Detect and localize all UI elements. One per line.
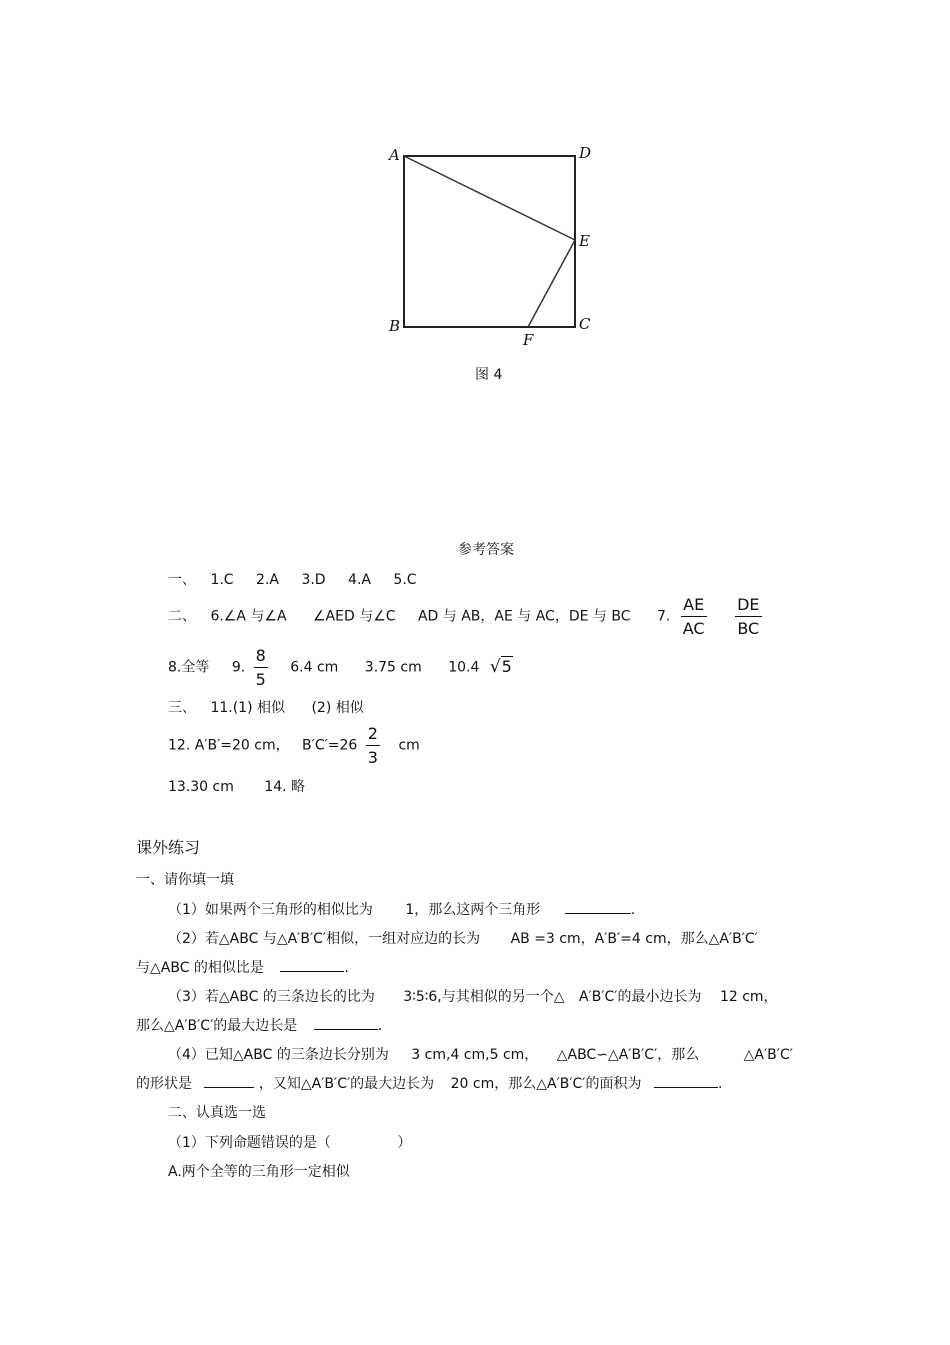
radical-icon: √ (489, 656, 501, 677)
part2-number: 二、 (168, 608, 196, 625)
question-4-text-g: 20 cm，那么△A′B′C′的面积为 (450, 1076, 642, 1092)
answer-9b: 6.4 cm (290, 659, 339, 676)
question-2-text: （2）若△ABC 与△A′B′C′相似，一组对应边的长为 (168, 931, 481, 947)
question-1-text-b: 1，那么这两个三角形 (405, 902, 541, 918)
question-3-line2 (136, 1015, 382, 1035)
choice-question-1-text: （1）下列命题错误的是（ (168, 1135, 331, 1151)
answers-part3-line1 (168, 697, 364, 717)
square-root (490, 657, 513, 676)
period: . (717, 1076, 723, 1092)
answers-part3-line2 (168, 724, 420, 767)
radicand: 5 (501, 656, 512, 676)
answer-11a: 11.(1) 相似 (210, 700, 285, 716)
answer-blank[interactable] (654, 1075, 718, 1088)
answer-blank[interactable] (314, 1017, 378, 1030)
part1-number: 一、 (168, 572, 196, 588)
answer-12a: 12. A′B′=20 cm， (168, 737, 290, 754)
segment-ae (404, 156, 575, 240)
question-4 (168, 1044, 793, 1064)
answer-6b: ∠AED 与∠C (312, 608, 396, 625)
period: . (377, 1018, 383, 1034)
question-3-text-e: 那么△A′B′C′的最大边长是 (136, 1018, 298, 1034)
question-3-text: （3）若△ABC 的三条边长的比为 (168, 989, 375, 1005)
fraction-numerator: 8 (254, 646, 268, 668)
section-fill-in: 一、请你填一填 (136, 872, 234, 888)
fraction-ae-ac (681, 595, 707, 638)
exercise-title: 课外练习 (136, 838, 201, 857)
answer-blank[interactable] (204, 1075, 254, 1088)
figure-caption: 图 4 (475, 367, 503, 383)
fraction-denominator: AC (682, 619, 705, 639)
square-abcd (404, 156, 575, 327)
answer-13: 13.30 cm (168, 779, 234, 795)
question-2-line2 (136, 957, 349, 977)
segment-ef (528, 240, 575, 327)
question-2-text-b: AB =3 cm，A′B′=4 cm，那么△A′B′C′ (510, 931, 758, 947)
answers-title: 参考答案 (458, 542, 514, 558)
choice-question-1-close: ） (397, 1135, 412, 1151)
geometry-figure (380, 138, 610, 358)
question-3-text-c: A′B′C′的最小边长为 (578, 989, 702, 1005)
fraction-denominator: 3 (367, 748, 378, 768)
part3-number: 三、 (168, 700, 196, 716)
answer-6a: 6.∠A 与∠A (210, 608, 287, 625)
fraction-de-bc (735, 595, 761, 638)
question-1-text: （1）如果两个三角形的相似比为 (168, 902, 373, 918)
fraction-2-3 (366, 724, 380, 767)
answer-11b: (2) 相似 (311, 700, 364, 716)
question-2-text-c: 与△ABC 的相似比是 (136, 960, 264, 976)
answer-12c: cm (398, 737, 420, 754)
answer-14: 14. 略 (264, 779, 306, 795)
point-label-b: B (389, 317, 401, 335)
answer-5: 5.C (393, 572, 417, 588)
question-4-text-c: △ABC∽△A′B′C′，那么 (556, 1047, 700, 1063)
answer-6c: AD 与 AB，AE 与 AC，DE 与 BC (417, 608, 631, 625)
fraction-numerator: AE (681, 595, 707, 617)
answers-part1 (168, 569, 417, 589)
fraction-numerator: DE (735, 595, 761, 617)
point-label-e: E (579, 232, 590, 250)
answer-blank[interactable] (280, 959, 344, 972)
square-diagram (380, 138, 610, 358)
fraction-numerator: 2 (366, 724, 380, 746)
question-4-text: （4）已知△ABC 的三条边长分别为 (168, 1047, 389, 1063)
question-4-text-e: 的形状是 (136, 1076, 192, 1092)
choice-question-1 (168, 1132, 411, 1152)
fraction-denominator: 5 (255, 670, 266, 690)
answer-8: 8.全等 (168, 659, 210, 676)
period: . (344, 960, 349, 976)
point-label-a: A (389, 146, 400, 164)
answers-part3-line3 (168, 776, 305, 796)
answer-12b: B′C′=26 (302, 737, 358, 754)
answers-part2-line2 (168, 646, 513, 689)
answer-blank[interactable] (565, 901, 631, 914)
question-3-text-b: 3∶5∶6,与其相似的另一个△ (403, 989, 565, 1005)
question-4-line2 (136, 1073, 722, 1093)
question-4-text-f: ，又知△A′B′C′的最大边长为 (258, 1076, 435, 1092)
answer-1: 1.C (210, 572, 234, 588)
answer-7: 7. (656, 608, 671, 625)
question-4-text-b: 3 cm,4 cm,5 cm， (411, 1047, 539, 1063)
fraction-denominator: BC (737, 619, 760, 639)
point-label-f: F (523, 331, 534, 349)
answer-3: 3.D (301, 572, 326, 588)
answers-part2-line1 (168, 595, 762, 638)
point-label-c: C (579, 315, 591, 333)
question-2 (168, 928, 758, 948)
question-3 (168, 986, 778, 1006)
answer-2: 2.A (256, 572, 279, 588)
section-multiple-choice: 二、认真选一选 (168, 1105, 266, 1121)
fraction-8-5 (254, 646, 268, 689)
answer-9: 9. (231, 659, 246, 676)
answer-10: 10.4 (448, 659, 480, 676)
question-1 (168, 899, 635, 919)
answer-4: 4.A (348, 572, 371, 588)
question-3-text-d: 12 cm， (719, 989, 778, 1005)
period: . (630, 902, 636, 918)
option-a[interactable]: A.两个全等的三角形一定相似 (168, 1164, 350, 1180)
question-4-text-d: △A′B′C′ (743, 1047, 793, 1063)
point-label-d: D (579, 144, 592, 162)
answer-9c: 3.75 cm (364, 659, 422, 676)
